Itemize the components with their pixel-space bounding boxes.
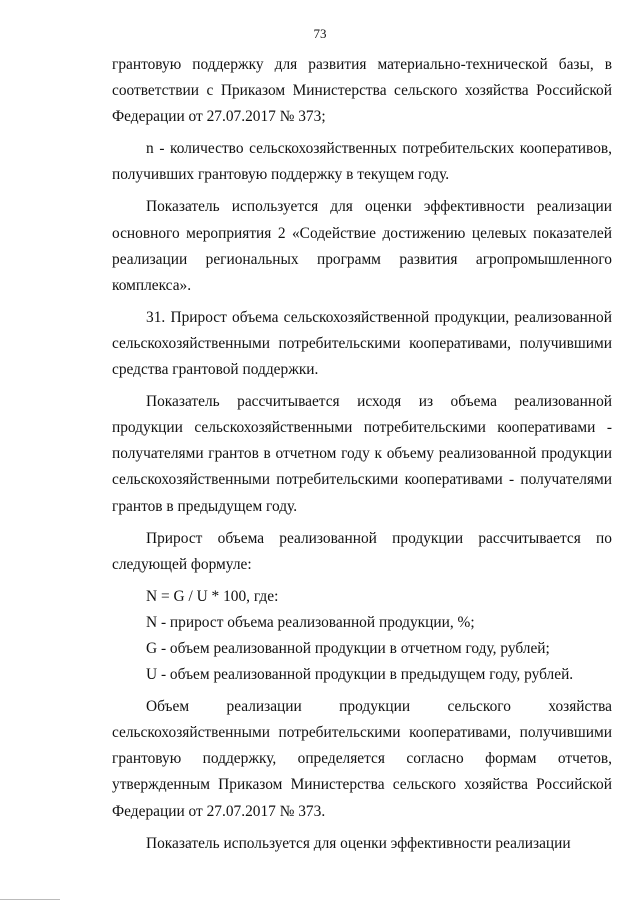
formula-variable-n: N - прирост объема реализованной продукции, %; <box>146 613 475 631</box>
page-number: 73 <box>313 26 327 41</box>
paragraph-indicator-usage: Показатель используется для оценки эффективности реализации основного мероприятия 2 «Содействие достижению целевых показателей реализации региональных программ развития агропромышленного комплекса». <box>112 198 612 294</box>
document-body <box>112 52 612 857</box>
formula-variable-u: U - объем реализованной продукции в предыдущем году, рублей. <box>146 666 574 684</box>
formula-variable-g: G - объем реализованной продукции в отчетном году, рублей; <box>146 639 550 657</box>
paragraph-calculation-basis: Показатель рассчитывается исходя из объема реализованной продукции сельскохозяйственными потребительскими кооперативами - получателями грантов в отчетном году к объему реализованной продукции сельскохозяйственными потребительскими кооперативами - получателями грантов в предыдущем году. <box>112 393 612 515</box>
formula-line: N = G / U * 100, где: <box>146 587 279 605</box>
paragraph-formula-intro: Прирост объема реализованной продукции рассчитывается по следующей формуле: <box>112 529 612 573</box>
paragraph-n-definition: n - количество сельскохозяйственных потребительских кооперативов, получивших грантовую поддержку в текущем году. <box>112 140 612 184</box>
paragraph-indicator-usage-continued: Показатель используется для оценки эффективности реализации <box>146 834 571 852</box>
paragraph-item-31-heading: 31. Прирост объема сельскохозяйственной продукции, реализованной сельскохозяйственными потребительскими кооперативами, получившими средства грантовой поддержки. <box>112 308 612 379</box>
paragraph-volume-definition: Объем реализации продукции сельского хозяйства сельскохозяйственными потребительскими кооперативами, получившими грантовую поддержку, определяется согласно формам отчетов, утвержденным Приказом Министерства сельского хозяйства Российской Федерации от 27.07.2017 № 373. <box>112 698 612 820</box>
paragraph-grant-support-continuation: грантовую поддержку для развития материально-технической базы, в соответствии с Приказом Министерства сельского хозяйства Российской Федерации от 27.07.2017 № 373; <box>112 56 612 126</box>
